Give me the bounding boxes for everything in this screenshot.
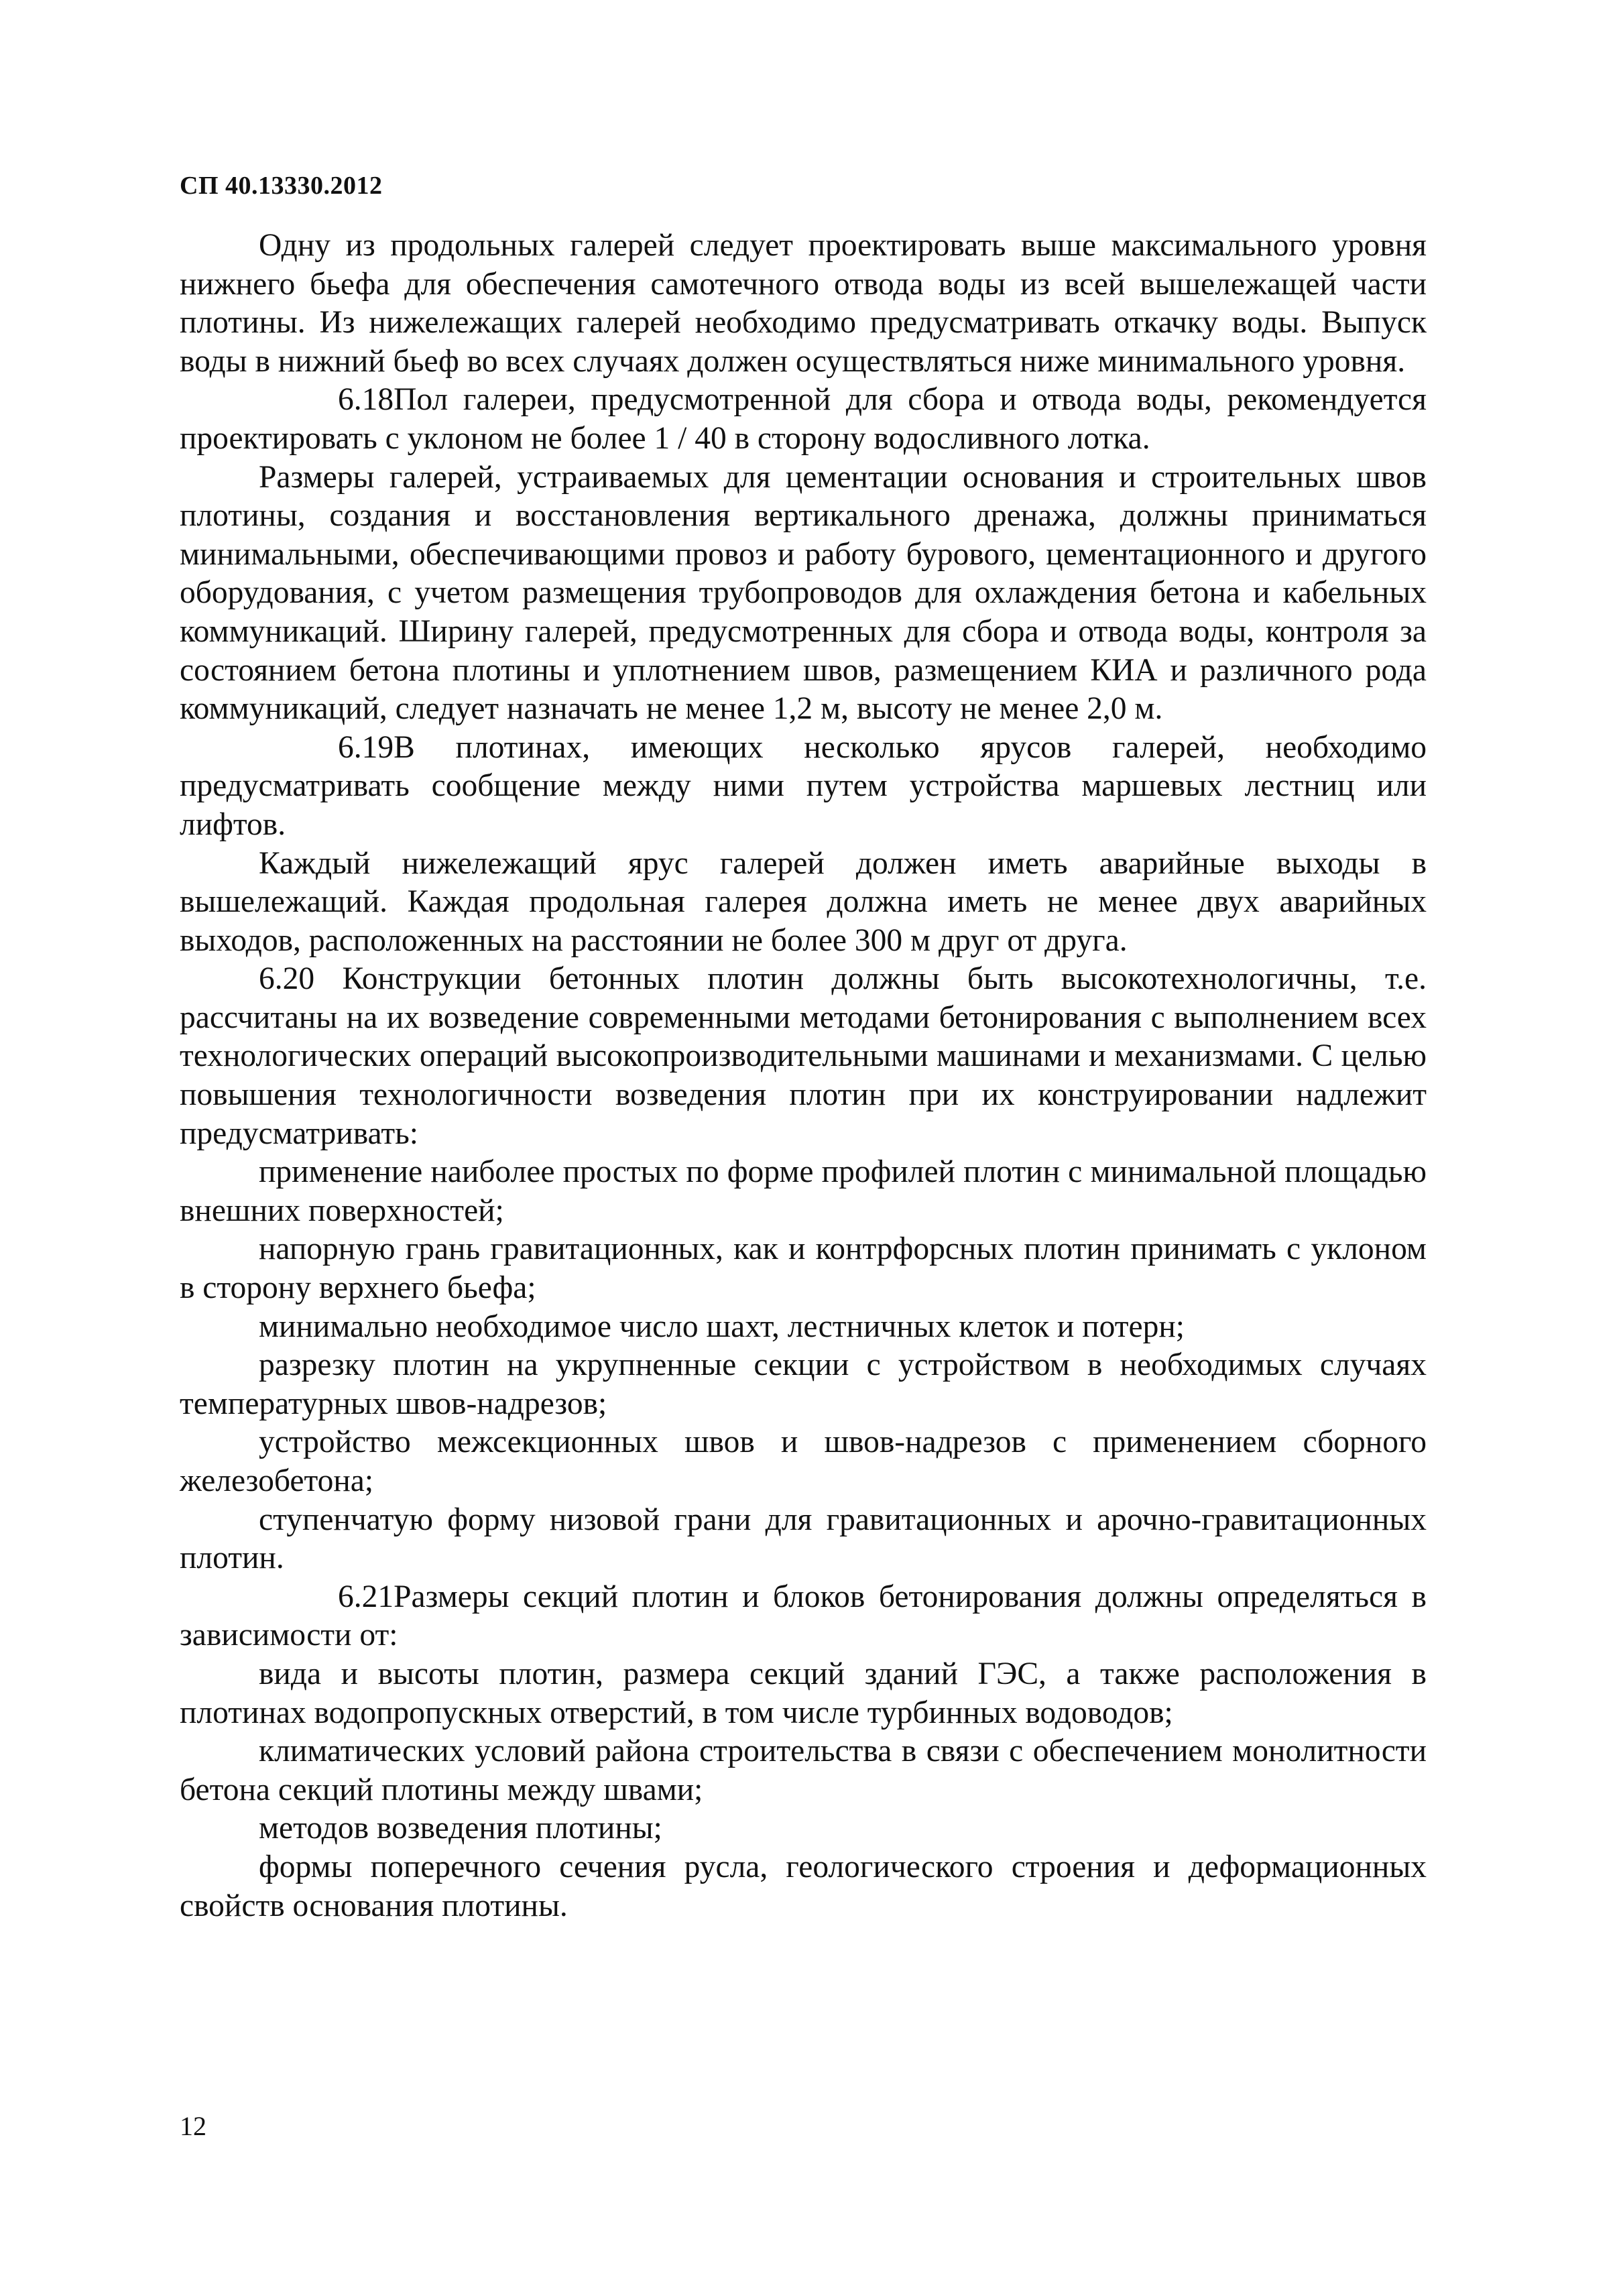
paragraph-text: Пол галереи, предусмотренной для сбора и отвода воды, рекомендуется проектировать с уклоном не более 1 / 40 в сторону водосливного лотка. <box>180 382 1427 456</box>
list-item <box>180 1423 1427 1500</box>
clause-number: 6.19 <box>338 729 394 765</box>
list-item <box>180 1230 1427 1307</box>
paragraph <box>180 227 1427 381</box>
clause-number: 6.18 <box>338 382 394 418</box>
page-number: 12 <box>180 2111 206 2141</box>
document-body <box>180 227 1427 1925</box>
paragraph-text: напорную грань гравитационных, как и контрфорсных плотин принимать с уклоном в сторону верхнего бьефа; <box>180 1231 1427 1306</box>
list-item <box>180 1809 1427 1848</box>
list-item <box>180 1655 1427 1732</box>
clause-6-20 <box>180 960 1427 1153</box>
clause-6-19 <box>180 729 1427 845</box>
list-item <box>180 1732 1427 1809</box>
list-item <box>180 1153 1427 1230</box>
paragraph <box>180 845 1427 961</box>
list-item <box>180 1848 1427 1925</box>
list-item <box>180 1501 1427 1578</box>
paragraph-text: В плотинах, имеющих несколько ярусов галерей, необходимо предусматривать сообщение между ними путем устройства маршевых лестниц или лифтов. <box>180 729 1427 842</box>
clause-6-18 <box>180 381 1427 458</box>
paragraph-text: устройство межсекционных швов и швов-надрезов с применением сборного железобетона; <box>180 1425 1427 1498</box>
paragraph-text: применение наиболее простых по форме профилей плотин с минимальной площадью внешних поверхностей; <box>180 1154 1427 1228</box>
paragraph-text: разрезку плотин на укрупненные секции с устройством в необходимых случаях температурных швов-надрезов; <box>180 1347 1427 1421</box>
paragraph-text: методов возведения плотины; <box>259 1811 662 1846</box>
paragraph-text: ступенчатую форму низовой грани для гравитационных и арочно-гравитационных плотин. <box>180 1502 1427 1576</box>
paragraph-text: 6.20 Конструкции бетонных плотин должны быть высокотехнологичны, т.е. рассчитаны на их возведение современными методами бетонирования с выполнением всех технологических операций высокопроизводительными машинами и механизмами. С целью повышения технологичности возведения плотин при их конструировании надлежит предусматривать: <box>180 961 1427 1151</box>
clause-number: 6.21 <box>338 1579 394 1614</box>
paragraph-text: минимально необходимое число шахт, лестничных клеток и потерн; <box>259 1309 1185 1344</box>
paragraph-text: вида и высоты плотин, размера секций зданий ГЭС, а также расположения в плотинах водопропускных отверстий, в том числе турбинных водоводов; <box>180 1656 1427 1730</box>
list-item <box>180 1346 1427 1423</box>
document-code: СП 40.13330.2012 <box>180 172 383 200</box>
paragraph-text: Размеры галерей, устраиваемых для цементации основания и строительных швов плотины, создания и восстановления вертикального дренажа, должны приниматься минимальными, обеспечивающими провоз и работу бурового, цементационного и другого оборудования, с учетом размещения трубопроводов для охлаждения бетона и кабельных коммуникаций. Ширину галерей, предусмотренных для сбора и отвода воды, контроля за состоянием бетона плотины и уплотнением швов, размещением КИА и различного рода коммуникаций, следует назначать не менее 1,2 м, высоту не менее 2,0 м. <box>180 459 1427 727</box>
paragraph-text: формы поперечного сечения русла, геологического строения и деформационных свойств основания плотины. <box>180 1849 1427 1923</box>
paragraph-text: Каждый нижележащий ярус галерей должен иметь аварийные выходы в вышележащий. Каждая продольная галерея должна иметь не менее двух аварийных выходов, расположенных на расстоянии не более 300 м друг от друга. <box>180 845 1427 958</box>
clause-6-21 <box>180 1578 1427 1655</box>
paragraph-text: Размеры секций плотин и блоков бетонирования должны определяться в зависимости от: <box>180 1579 1427 1653</box>
paragraph-text: Одну из продольных галерей следует проектировать выше максимального уровня нижнего бьефа для обеспечения самотечного отвода воды из всей вышележащей части плотины. Из нижележащих галерей необходимо предусматривать откачку воды. Выпуск воды в нижний бьеф во всех случаях должен осуществляться ниже минимального уровня. <box>180 228 1427 379</box>
list-item <box>180 1308 1427 1347</box>
paragraph <box>180 459 1427 729</box>
paragraph-text: климатических условий района строительства в связи с обеспечением монолитности бетона секций плотины между швами; <box>180 1734 1427 1807</box>
